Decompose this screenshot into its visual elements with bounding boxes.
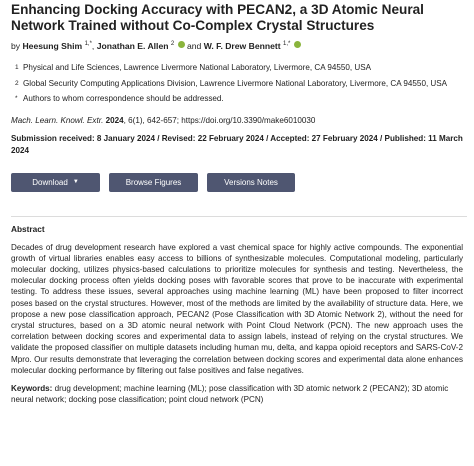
- article-title: Enhancing Docking Accuracy with PECAN2, a 3D Atomic Neural Network Trained without Co-Complex Crystal Structures: [11, 2, 424, 33]
- citation-year: 2024: [105, 115, 124, 125]
- affiliation-item: [11, 62, 467, 74]
- author-name[interactable]: Heesung Shim: [22, 41, 83, 51]
- affiliation-number: 2: [15, 79, 19, 87]
- section-divider: [11, 216, 467, 217]
- author-name[interactable]: Jonathan E. Allen: [96, 41, 169, 51]
- affiliation-text: Global Security Computing Applications Division, Lawrence Livermore National Laboratory, Livermore, CA 94550, USA: [23, 78, 448, 88]
- caret-down-icon: ▼: [72, 179, 79, 185]
- and-label: and: [187, 41, 202, 51]
- author-affiliation-sup: 1,*: [84, 41, 92, 47]
- citation-details: , 6(1), 642-657; https://doi.org/10.3390/make6010030: [123, 115, 316, 125]
- author-affiliation-sup: 1,*: [283, 41, 291, 47]
- affiliations: [11, 62, 467, 105]
- citation[interactable]: [11, 115, 467, 126]
- affiliation-text: Physical and Life Sciences, Lawrence Livermore National Laboratory, Livermore, CA 94550, USA: [23, 63, 372, 72]
- affiliation-number: *: [15, 95, 18, 102]
- affiliation-number: 1: [15, 64, 19, 71]
- abstract-heading: Abstract: [11, 223, 45, 234]
- article-page: [11, 0, 467, 405]
- download-label: Download: [32, 177, 68, 187]
- browse-figures-button[interactable]: Browse Figures: [109, 173, 198, 192]
- journal-name: Mach. Learn. Knowl. Extr.: [11, 115, 104, 125]
- abstract-text: Decades of drug development research have explored a vast chemical space for highly active compounds. The exponential growth of virtual libraries enables easy access to billions of synthesizable molecules. Computational modeling, particularly molecular docking, utilizes physics-based calculations to prioritize molecules for synthesis and testing. Nevertheless, the molecular docking process often yields docking poses with favorable scores that prove to be inaccurate with experimental testing. To address these issues, several approaches using machine learning (ML) have been proposed to filter incorrect poses based on the crystal structures. However, most of the methods are limited by the availability of structure data. Here, we propose a new pose classification approach, PECAN2 (Pose Classification with 3D Atomic Network 2), without the need for crystal structures, based on a 3D atomic neural network with Point Cloud Network (PCN). The new approach uses the correlation between docking scores and experimental data to assign labels, instead of relying on the crystal structures. We validate the proposed classifier on multiple datasets including human mu, delta, and kappa opioid receptors and SARS-CoV-2 Mpro. Our results demonstrate that leveraging the correlation between docking scores and experimental data alone enhances molecular docking performance by filtering out false positives and false negatives.: [11, 242, 463, 375]
- publication-dates: Submission received: 8 January 2024 / Revised: 22 February 2024 / Accepted: 27 February 2024 / Published: 11 March 2024: [11, 133, 463, 155]
- keywords-label: Keywords:: [11, 383, 53, 393]
- keywords-list[interactable]: drug development; machine learning (ML); pose classification with 3D atomic network 2 (PECAN2); 3D atomic neural network; docking pose classification; point cloud network (PCN): [11, 383, 449, 405]
- versions-notes-button[interactable]: Versions Notes: [207, 173, 295, 192]
- download-button[interactable]: [11, 173, 100, 192]
- affiliation-item: [11, 78, 467, 90]
- affiliation-text: Authors to whom correspondence should be addressed.: [23, 94, 224, 103]
- orcid-icon[interactable]: [178, 41, 185, 48]
- affiliation-item: [11, 93, 467, 105]
- by-label: by: [11, 41, 21, 51]
- author-list: by Heesung Shim $^{1,*}$, Jonathan E. Allen $^2$ and W. F. Drew Bennett $^{1,*}$: [11, 41, 467, 52]
- author-affiliation-sup: 2: [170, 41, 175, 47]
- orcid-icon[interactable]: [294, 41, 301, 48]
- action-buttons: [11, 173, 467, 192]
- author-name[interactable]: W. F. Drew Bennett: [203, 41, 281, 51]
- keywords: [11, 383, 463, 405]
